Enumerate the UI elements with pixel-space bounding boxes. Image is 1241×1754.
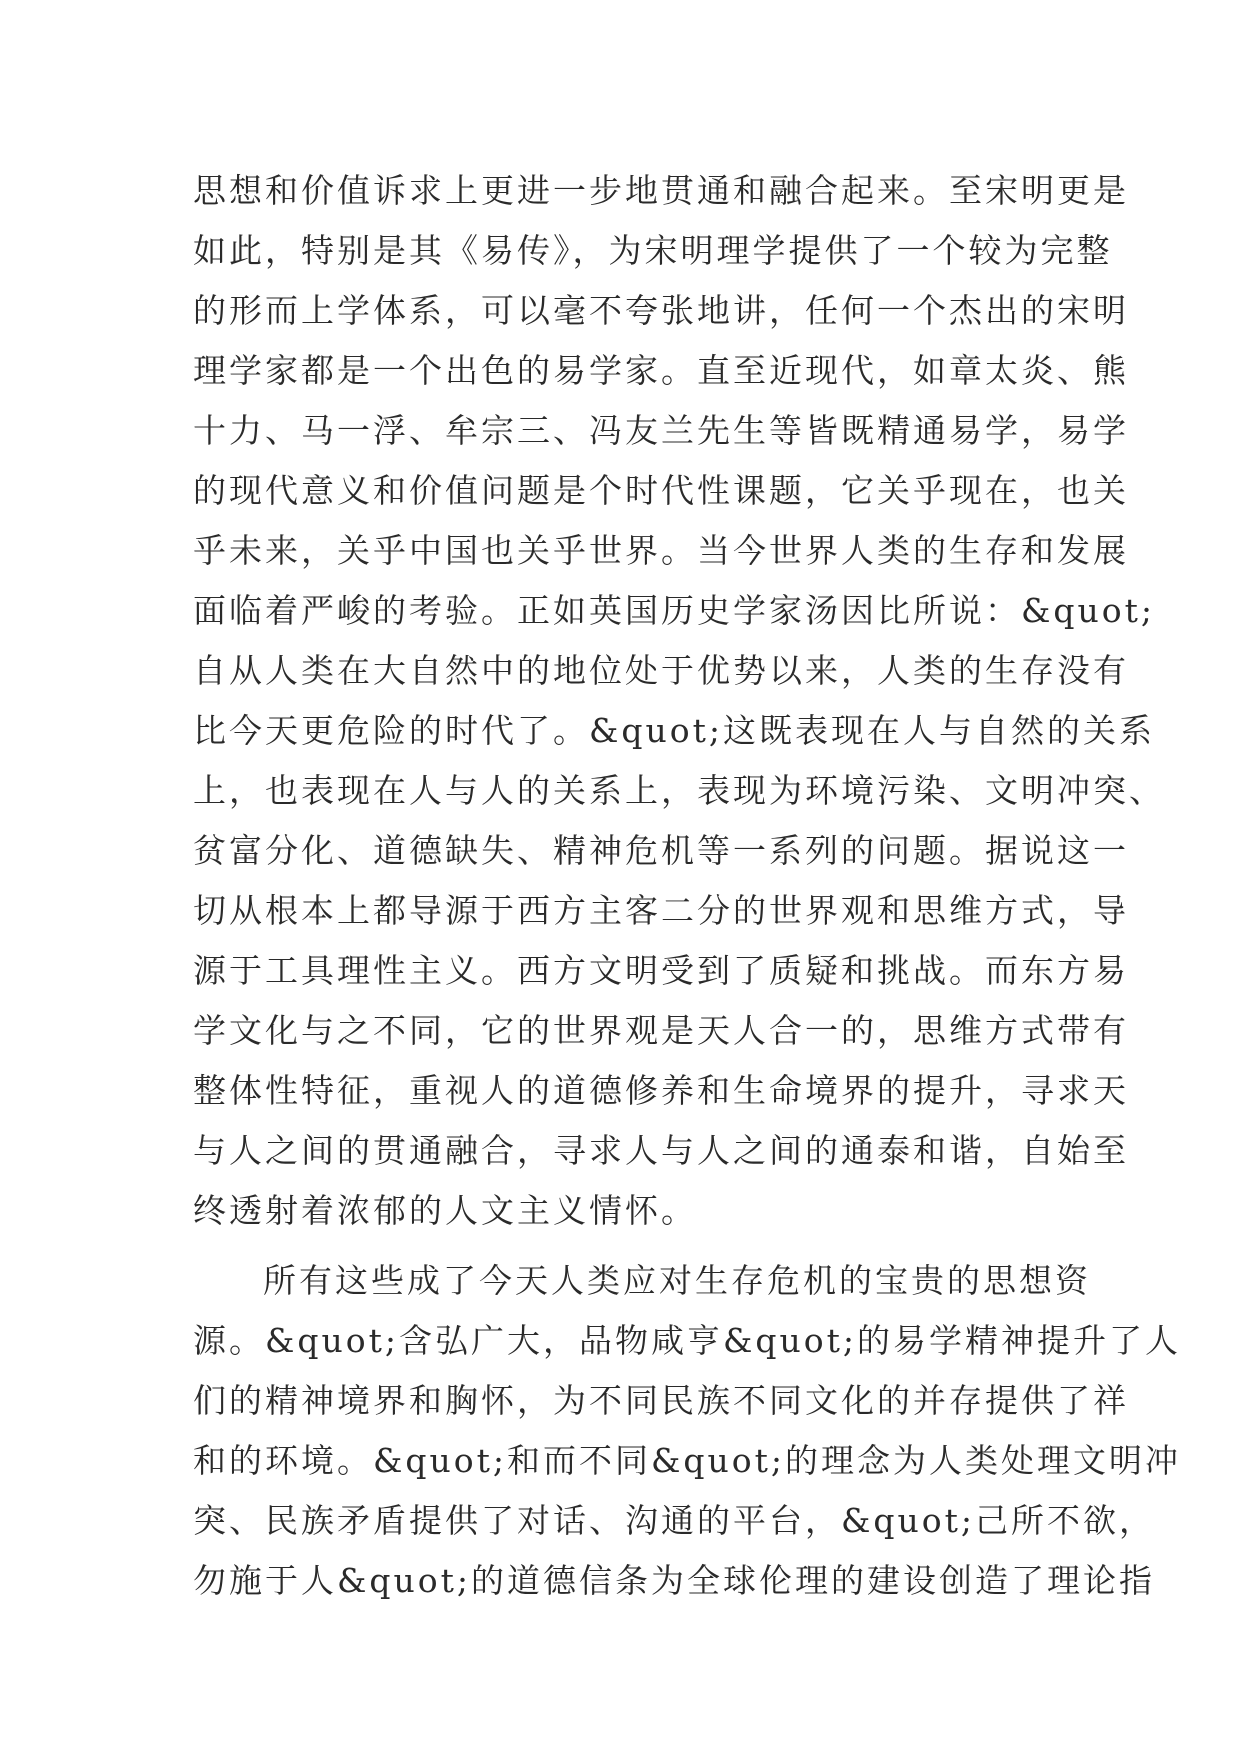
text-line: 贫富分化、道德缺失、精神危机等一系列的问题。据说这一 [193,831,1129,870]
text-line: 所有这些成了今天人类应对生存危机的宝贵的思想资 [263,1261,1091,1300]
text-line: 理学家都是一个出色的易学家。直至近现代，如章太炎、熊 [193,351,1129,390]
text-line: 和的环境。&quot;和而不同&quot;的理念为人类处理文明冲 [193,1441,1181,1480]
text-line: 突、民族矛盾提供了对话、沟通的平台，&quot;己所不欲， [193,1501,1155,1540]
text-line: 源。&quot;含弘广大，品物咸亨&quot;的易学精神提升了人 [193,1321,1181,1360]
text-line: 切从根本上都导源于西方主客二分的世界观和思维方式，导 [193,891,1129,930]
text-line: 思想和价值诉求上更进一步地贯通和融合起来。至宋明更是 [193,171,1129,210]
text-line: 学文化与之不同，它的世界观是天人合一的，思维方式带有 [193,1011,1129,1050]
text-line: 上，也表现在人与人的关系上，表现为环境污染、文明冲突、 [193,771,1165,810]
text-line: 比今天更危险的时代了。&quot;这既表现在人与自然的关系 [193,711,1155,750]
text-line: 如此，特别是其《易传》，为宋明理学提供了一个较为完整 [193,231,1113,270]
text-line: 们的精神境界和胸怀，为不同民族不同文化的并存提供了祥 [193,1381,1129,1420]
text-line: 勿施于人&quot;的道德信条为全球伦理的建设创造了理论指 [193,1561,1155,1600]
paragraph-2 [193,1251,1181,1611]
text-line: 源于工具理性主义。西方文明受到了质疑和挑战。而东方易 [193,951,1129,990]
text-line: 面临着严峻的考验。正如英国历史学家汤因比所说：&quot; [193,591,1155,630]
body-text [193,161,1181,1611]
text-line: 自从人类在大自然中的地位处于优势以来，人类的生存没有 [193,651,1129,690]
text-line: 的形而上学体系，可以毫不夸张地讲，任何一个杰出的宋明 [193,291,1129,330]
text-line: 整体性特征，重视人的道德修养和生命境界的提升，寻求天 [193,1071,1129,1110]
paragraph-gap [193,1241,1053,1251]
text-line: 的现代意义和价值问题是个时代性课题，它关乎现在，也关 [193,471,1129,510]
text-line: 终透射着浓郁的人文主义情怀。 [193,1191,697,1230]
text-line: 十力、马一浮、牟宗三、冯友兰先生等皆既精通易学，易学 [193,411,1129,450]
text-line: 乎未来，关乎中国也关乎世界。当今世界人类的生存和发展 [193,531,1129,570]
paragraph-1 [193,161,1165,1241]
text-line: 与人之间的贯通融合，寻求人与人之间的通泰和谐，自始至 [193,1131,1129,1170]
